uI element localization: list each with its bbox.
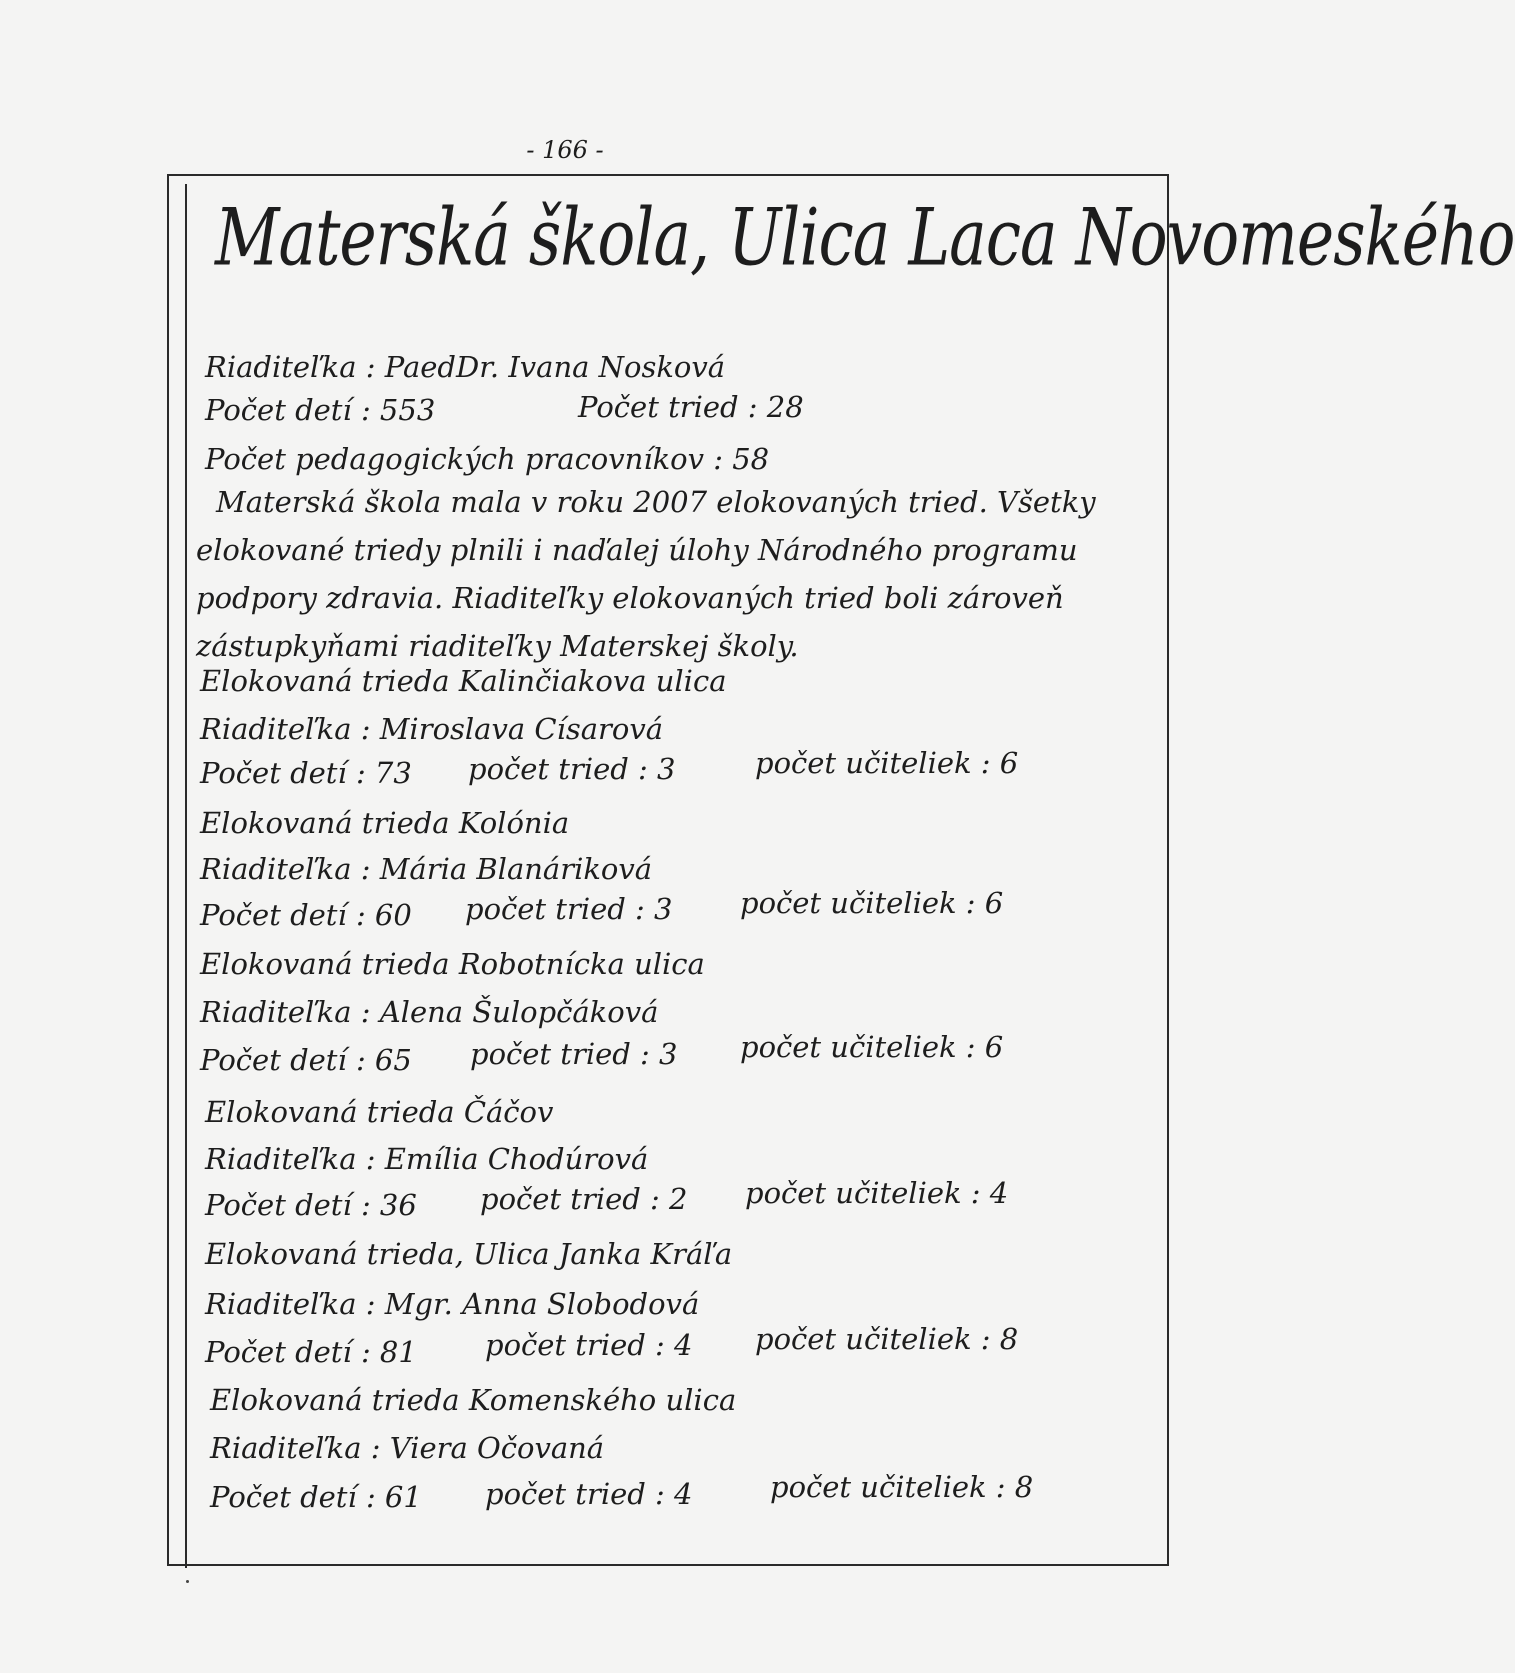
unit-children: Počet detí : 61 bbox=[210, 1480, 422, 1514]
unit-name: Elokovaná trieda Čáčov bbox=[205, 1095, 554, 1129]
unit-classes: počet tried : 2 bbox=[480, 1182, 688, 1216]
unit-name: Elokovaná trieda Kalinčiakova ulica bbox=[200, 664, 727, 698]
unit-classes: počet tried : 3 bbox=[465, 892, 673, 926]
unit-children: Počet detí : 60 bbox=[200, 898, 412, 932]
main-children-count: Počet detí : 553 bbox=[205, 393, 436, 427]
unit-name: Elokovaná trieda Robotnícka ulica bbox=[200, 947, 705, 981]
main-director: Riaditeľka : PaedDr. Ivana Nosková bbox=[205, 350, 726, 384]
unit-name: Elokovaná trieda Kolónia bbox=[200, 806, 570, 840]
unit-teachers: počet učiteliek : 8 bbox=[770, 1470, 1034, 1504]
unit-teachers: počet učiteliek : 6 bbox=[755, 746, 1019, 780]
unit-director: Riaditeľka : Viera Očovaná bbox=[210, 1431, 605, 1465]
main-class-count: Počet tried : 28 bbox=[578, 390, 804, 424]
unit-director: Riaditeľka : Mgr. Anna Slobodová bbox=[205, 1287, 700, 1321]
unit-children: Počet detí : 65 bbox=[200, 1043, 412, 1077]
ink-speck bbox=[186, 1580, 189, 1583]
unit-director: Riaditeľka : Miroslava Císarová bbox=[200, 712, 663, 746]
unit-director: Riaditeľka : Mária Blanáriková bbox=[200, 852, 653, 886]
unit-children: Počet detí : 73 bbox=[200, 756, 412, 790]
unit-director: Riaditeľka : Alena Šulopčáková bbox=[200, 995, 659, 1029]
unit-children: Počet detí : 36 bbox=[205, 1188, 417, 1222]
frame-inner-line bbox=[185, 184, 187, 1568]
main-teachers-count: Počet pedagogických pracovníkov : 58 bbox=[205, 442, 770, 476]
unit-name: Elokovaná trieda, Ulica Janka Kráľa bbox=[205, 1237, 733, 1271]
unit-classes: počet tried : 3 bbox=[470, 1037, 678, 1071]
unit-classes: počet tried : 4 bbox=[485, 1477, 693, 1511]
unit-classes: počet tried : 3 bbox=[468, 752, 676, 786]
page-number: - 166 - bbox=[526, 136, 604, 164]
unit-teachers: počet učiteliek : 6 bbox=[740, 886, 1004, 920]
unit-classes: počet tried : 4 bbox=[485, 1328, 693, 1362]
unit-children: Počet detí : 81 bbox=[205, 1335, 417, 1369]
unit-teachers: počet učiteliek : 6 bbox=[740, 1030, 1004, 1064]
unit-name: Elokovaná trieda Komenského ulica bbox=[210, 1383, 737, 1417]
intro-paragraph: Materská škola mala v roku 2007 elokovaných tried. Všetky elokované triedy plnili i naďalej úlohy Národného programu podpory zdravia. Riaditeľky elokovaných tried boli zároveň zástupkyňami riaditeľky Materskej školy. bbox=[196, 485, 1096, 663]
unit-director: Riaditeľka : Emília Chodúrová bbox=[205, 1142, 649, 1176]
unit-teachers: počet učiteliek : 8 bbox=[755, 1322, 1019, 1356]
document-title: Materská škola, Ulica Laca Novomeského bbox=[215, 192, 1515, 284]
unit-teachers: počet učiteliek : 4 bbox=[745, 1176, 1009, 1210]
